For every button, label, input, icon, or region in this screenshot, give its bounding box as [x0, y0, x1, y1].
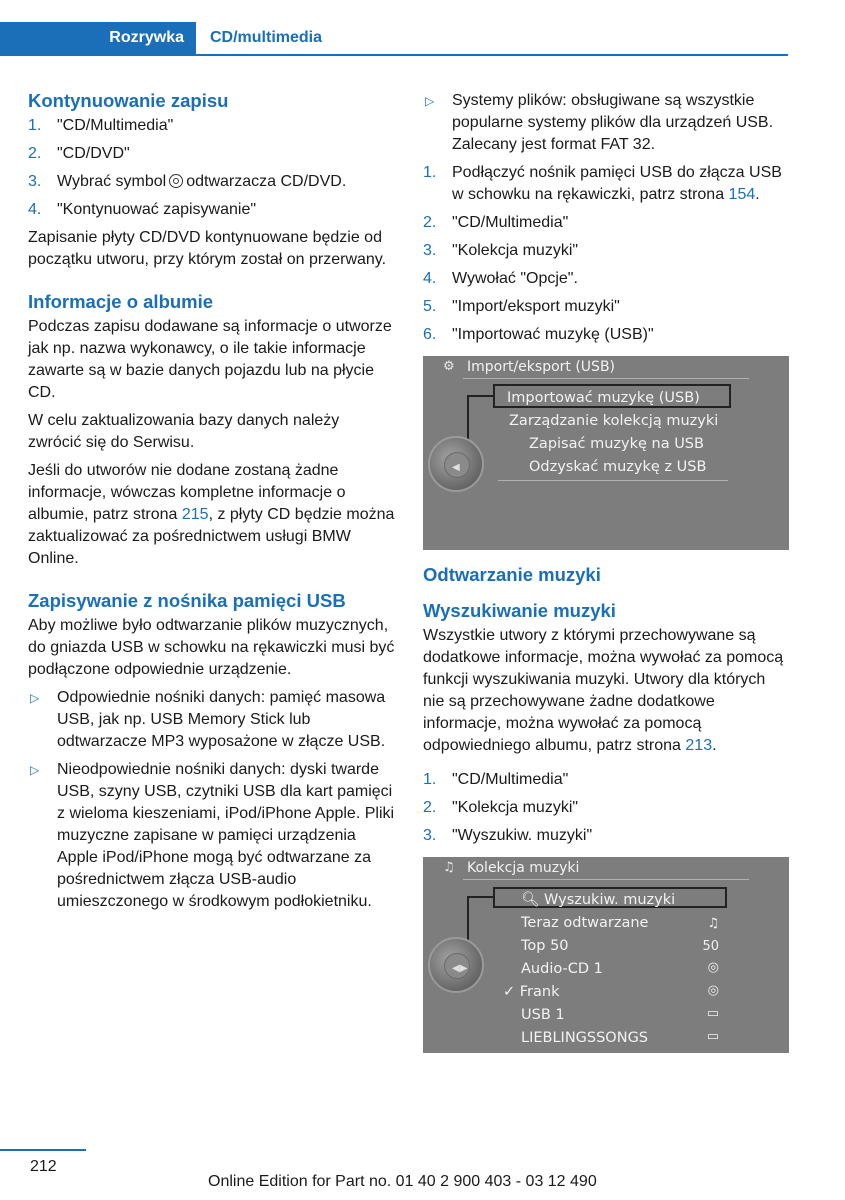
- heading-continue-recording: Kontynuowanie zapisu: [28, 90, 229, 111]
- bullet-item: ▷ Nieodpowiednie nośniki danych: dyski twarde USB, szyny USB, czytniki USB dla kart pamięci z wieloma kieszeniami, iPod/iPhone Apple. Pliki muzyczne zapisane w pamięci urządzenia Apple iPod/iPhone mogą być odtwarzane za pośrednictwem złącza USB-audio umieszczonego w środkowym podłokietniku.: [30, 761, 395, 910]
- menu-item-audio-cd[interactable]: Audio-CD 1: [521, 961, 603, 977]
- menu-item-playlist[interactable]: LIEBLINGSSONGS: [521, 1030, 649, 1046]
- triangle-bullet-icon: ▷: [30, 763, 40, 777]
- footer-divider: [0, 1149, 86, 1151]
- step-item: 3. "Kolekcja muzyki": [423, 242, 579, 259]
- collection-icon: ♫: [443, 860, 455, 875]
- menu-item-save-usb[interactable]: Zapisać muzykę na USB: [529, 436, 704, 452]
- menu-item-import-usb[interactable]: Importować muzykę (USB): [507, 390, 700, 406]
- menu-item-manage-collection[interactable]: Zarządzanie kolekcją muzyki: [509, 413, 719, 429]
- options-icon: ⚙: [443, 359, 455, 374]
- menu-item-usb1[interactable]: USB 1: [521, 1007, 565, 1023]
- step-item: 3. "Wyszukiw. muzyki": [423, 827, 593, 844]
- screen-title: Kolekcja muzyki: [467, 860, 580, 876]
- page-link[interactable]: 154: [728, 186, 756, 203]
- bullet-item: ▷ Odpowiednie nośniki danych: pamięć masowa USB, jak np. USB Memory Stick lub odtwarzacze MP3 wyposażone w złącze USB.: [30, 689, 386, 750]
- chapter-tab: Rozrywka: [0, 22, 196, 54]
- step-item: 1. "CD/Multimedia": [28, 117, 174, 134]
- left-column: [28, 90, 396, 919]
- step-item: 1. "CD/Multimedia": [423, 771, 569, 788]
- paragraph: Aby możliwe było odtwarzanie plików muzycznych, do gniazda USB w schowku na rękawiczki musi być podłączone odpowiednie urządzenie.: [28, 617, 395, 678]
- search-icon: 🔍︎: [521, 892, 545, 908]
- step-item: 6. "Importować muzykę (USB)": [423, 326, 654, 343]
- steps-continue: [28, 115, 396, 221]
- steps-search: [423, 769, 791, 847]
- page-number: 212: [30, 1158, 57, 1175]
- cd-dvd-icon: [169, 174, 183, 188]
- right-column: [423, 90, 791, 1067]
- step-item: 2. "CD/Multimedia": [423, 214, 569, 231]
- step-item: 4. "Kontynuować zapisywanie": [28, 201, 257, 218]
- menu-item-top50[interactable]: Top 50: [521, 938, 569, 954]
- paragraph: Jeśli do utworów nie dodane zostaną żadne informacje, wówczas kompletne informacje o albumie, patrz strona 215, z płyty CD będzie można zaktualizować za pośrednictwem usługi BMW Online.: [28, 462, 395, 567]
- bullet-list: [28, 687, 396, 913]
- steps-import: [423, 162, 791, 346]
- header-divider: [0, 54, 788, 56]
- idrive-screen-collection: [423, 857, 789, 1053]
- step-item: 3. Wybrać symbol odtwarzacza CD/DVD.: [28, 173, 347, 190]
- triangle-bullet-icon: ▷: [425, 94, 435, 108]
- idrive-screen-import: [423, 356, 789, 550]
- menu-item-frank[interactable]: ✓ Frank: [503, 984, 560, 1000]
- step-item: 4. Wywołać "Opcje".: [423, 270, 578, 287]
- top50-count: 50: [702, 939, 719, 954]
- step-item: 2. "Kolekcja muzyki": [423, 799, 579, 816]
- step-item: 1. Podłączyć nośnik pamięci USB do złącza USB w schowku na rękawiczki, patrz strona 154.: [423, 164, 782, 203]
- controller-knob: ◀: [428, 436, 484, 492]
- now-playing-icon: ♫: [707, 916, 719, 931]
- section-title: CD/multimedia: [210, 29, 323, 46]
- check-icon: ✓: [503, 984, 520, 1000]
- page-link[interactable]: 213: [685, 737, 713, 754]
- heading-playback: Odtwarzanie muzyki: [423, 564, 601, 585]
- menu-item-search[interactable]: 🔍︎ Wyszukiw. muzyki: [521, 892, 676, 908]
- playlist-icon: ▭: [706, 1029, 719, 1044]
- screen-title: Import/eksport (USB): [467, 359, 616, 375]
- edition-note: Online Edition for Part no. 01 40 2 900 403 - 03 12 490: [208, 1173, 597, 1190]
- menu-item-now-playing[interactable]: Teraz odtwarzane: [521, 915, 649, 931]
- heading-usb-recording: Zapisywanie z nośnika pamięci USB: [28, 590, 346, 611]
- cd-icon: ◎: [707, 960, 719, 975]
- heading-album-info: Informacje o albumie: [28, 291, 214, 312]
- bullet-item: ▷ Systemy plików: obsługiwane są wszystkie popularne systemy plików dla urządzeń USB. Zalecany jest format FAT 32.: [425, 92, 774, 153]
- step-item: 2. "CD/DVD": [28, 145, 130, 162]
- paragraph: Wszystkie utwory z którymi przechowywane są dodatkowe informacje, można wywołać za pomocą funkcji wyszukiwania muzyki. Utwory dla których nie są przechowywane żadne dodatkowe informacje, można wywołać za pomocą odpowiedniego albumu, patrz strona 213.: [423, 627, 784, 754]
- paragraph: Podczas zapisu dodawane są informacje o utworze jak np. nazwa wykonawcy, o ile takie informacje zawarte są w bazie danych pojazdu lub na płycie CD.: [28, 318, 392, 401]
- step-item: 5. "Import/eksport muzyki": [423, 298, 620, 315]
- paragraph: W celu zaktualizowania bazy danych należy zwrócić się do Serwisu.: [28, 412, 340, 451]
- controller-knob: ◀▶: [428, 937, 484, 993]
- bullet-list: [423, 90, 791, 156]
- menu-item-restore-usb[interactable]: Odzyskać muzykę z USB: [529, 459, 707, 475]
- heading-music-search: Wyszukiwanie muzyki: [423, 600, 616, 621]
- cd-icon: ◎: [707, 983, 719, 998]
- usb-icon: ▭: [706, 1006, 719, 1021]
- page-link[interactable]: 215: [181, 506, 209, 523]
- triangle-bullet-icon: ▷: [30, 691, 40, 705]
- paragraph: Zapisanie płyty CD/DVD kontynuowane będzie od początku utworu, przy którym został on przerwany.: [28, 229, 387, 268]
